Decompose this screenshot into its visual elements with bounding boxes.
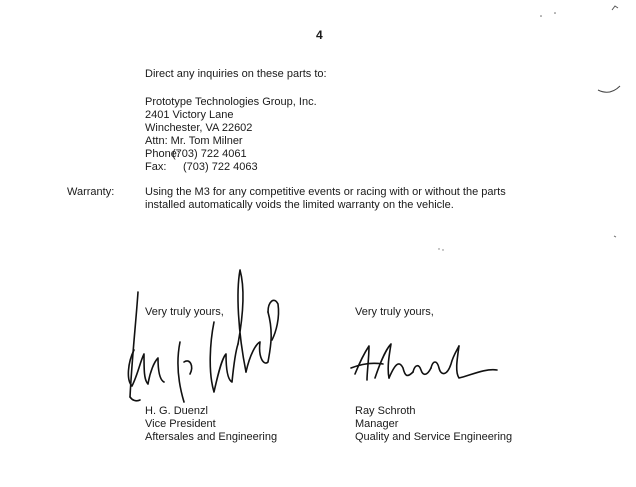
inquiry-intro: Direct any inquiries on these parts to:: [145, 68, 327, 80]
warranty-line-1: Using the M3 for any competitive events or racing with or without the parts: [145, 186, 506, 198]
company-name: Prototype Technologies Group, Inc.: [145, 96, 317, 108]
signatory-left: [145, 405, 277, 444]
street-address: 2401 Victory Lane: [145, 109, 234, 121]
signature-right: [345, 338, 515, 398]
signatory-title: Vice President: [145, 418, 216, 430]
closing-left: Very truly yours,: [145, 306, 224, 318]
signatory-right: [355, 405, 512, 444]
page-number: 4: [316, 28, 323, 42]
warranty-line-2: installed automatically voids the limited warranty on the vehicle.: [145, 199, 454, 211]
signatory-title: Manager: [355, 418, 399, 430]
signatory-name: Ray Schroth: [355, 405, 416, 417]
signatory-name: H. G. Duenzl: [145, 405, 208, 417]
phone-number: (703) 722 4061: [172, 148, 247, 160]
warranty-label: Warranty:: [67, 186, 115, 198]
phone-line: [145, 148, 317, 161]
contact-address: [145, 96, 317, 174]
warranty-text: [145, 186, 506, 212]
city-state-zip: Winchester, VA 22602: [145, 122, 253, 134]
fax-number: (703) 722 4063: [183, 161, 258, 173]
fax-label: Fax:: [145, 161, 167, 173]
signature-left: [118, 262, 288, 412]
attention-line: Attn: Mr. Tom Milner: [145, 135, 243, 147]
phone-label: Phone:: [145, 148, 180, 160]
signatory-department: Aftersales and Engineering: [145, 431, 278, 443]
fax-line: [145, 161, 317, 174]
signatory-department: Quality and Service Engineering: [355, 431, 513, 443]
closing-right: Very truly yours,: [355, 306, 434, 318]
